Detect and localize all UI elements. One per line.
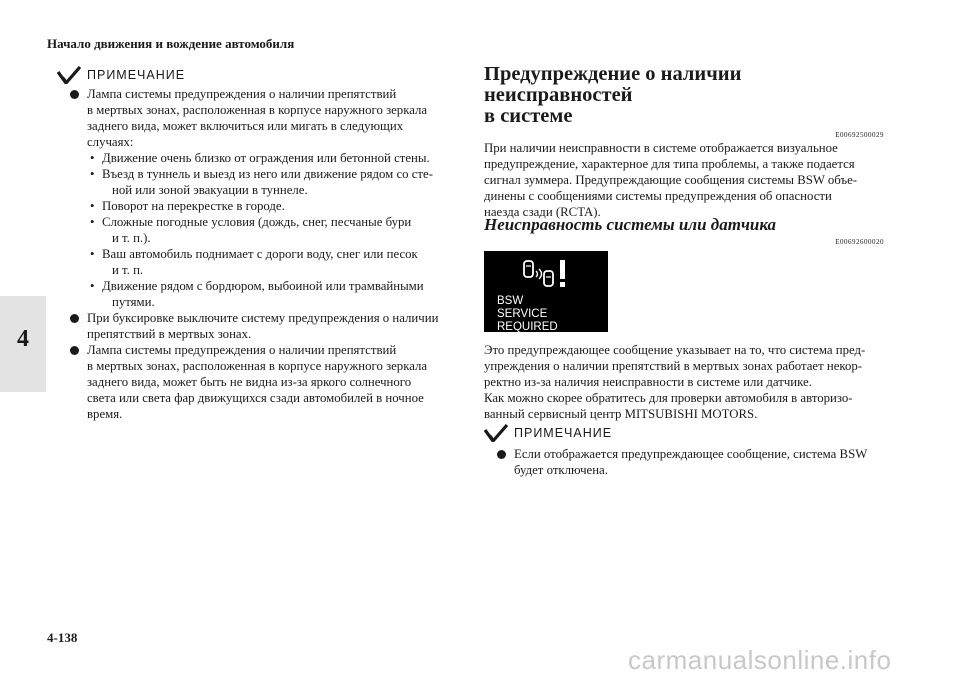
sub-item-line: Движение очень близко от ограждения или бетонной стены. xyxy=(102,151,430,165)
bsw-warning-icon xyxy=(522,259,570,294)
body-paragraph xyxy=(484,342,904,422)
note-header xyxy=(484,424,894,442)
bullet-dot xyxy=(70,346,79,355)
paragraph-line: При наличии неисправности в системе отображается визуальное xyxy=(484,141,838,155)
section-title xyxy=(484,64,884,127)
sub-item-line: путями. xyxy=(112,295,155,309)
section-title-line: в системе xyxy=(484,105,573,127)
bullet-text-line: света или света фар движущихся сзади автомобилей в ночное xyxy=(87,391,424,405)
paragraph-line: упреждения о наличии препятствий в мертвых зонах работает некор- xyxy=(484,359,863,373)
intro-paragraph xyxy=(484,140,884,220)
bullet-text-line: будет отключена. xyxy=(514,463,608,477)
bullet-text-line: Лампа системы предупреждения о наличии препятствий xyxy=(87,87,397,101)
bullet-text-line: в мертвых зонах, расположенная в корпусе наружного зеркала xyxy=(87,359,428,373)
sub-item-line: Сложные погодные условия (дождь, снег, песчаные бури xyxy=(102,215,412,229)
paragraph-line: Как можно скорее обратитесь для проверки автомобиля в авторизо- xyxy=(484,391,853,405)
bullet-text-line: Если отображается предупреждающее сообщение, система BSW xyxy=(514,447,868,461)
sub-item-line: ной или зоной эвакуации в туннеле. xyxy=(112,183,308,197)
note-icon xyxy=(484,424,508,442)
note-header xyxy=(57,66,462,84)
note-bullet-1 xyxy=(57,86,462,150)
note-bullet-2 xyxy=(57,310,462,342)
bullet-text-line: препятствий в мертвых зонах. xyxy=(87,327,252,341)
sub-item-line: Въезд в туннель и выезд из него или движение рядом со сте- xyxy=(102,167,433,181)
sub-item: • Въезд в туннель и выезд из него или движение рядом со сте- ной или зоной эвакуации в туннеле. xyxy=(57,166,462,198)
paragraph-line: ректно из-за наличия неисправности в системе или датчике. xyxy=(484,375,812,389)
subsection-code: E00692600020 xyxy=(835,238,884,246)
section-header: Начало движения и вождение автомобиля xyxy=(47,36,295,51)
bullet-text-line: время. xyxy=(87,407,123,421)
note-bullet xyxy=(484,446,894,478)
display-line-2: SERVICE REQUIRED xyxy=(497,308,558,333)
sub-item: • Движение очень близко от ограждения или бетонной стены. xyxy=(57,150,462,166)
sub-item: • Ваш автомобиль поднимает с дороги воду, снег или песок и т. п. xyxy=(57,246,462,278)
sub-item: • Поворот на перекрестке в городе. xyxy=(57,198,462,214)
section-code: E00692500029 xyxy=(835,131,884,139)
note-bullet-3 xyxy=(57,342,462,422)
watermark: carmanualsonline.info xyxy=(628,645,892,675)
paragraph-line: наезда сзади (RCTA). xyxy=(484,205,601,219)
sub-item-line: Поворот на перекрестке в городе. xyxy=(102,199,285,213)
paragraph-line: сигнал зуммера. Предупреждающие сообщения системы BSW объе- xyxy=(484,173,858,187)
sub-item-line: и т. п.). xyxy=(112,231,151,245)
note-label: ПРИМЕЧАНИЕ xyxy=(514,426,613,440)
bullet-dot xyxy=(497,450,506,459)
sub-item: • Сложные погодные условия (дождь, снег, песчаные бури и т. п.). xyxy=(57,214,462,246)
sub-item: • Движение рядом с бордюром, выбоиной или трамвайными путями. xyxy=(57,278,462,310)
bullet-text-line: заднего вида, может быть не видна из-за яркого солнечного xyxy=(87,375,412,389)
right-note xyxy=(484,424,894,478)
display-line-1: BSW xyxy=(497,295,524,307)
paragraph-line: динены с сообщениями системы предупреждения об опасности xyxy=(484,189,832,203)
sub-item-line: Ваш автомобиль поднимает с дороги воду, снег или песок xyxy=(102,247,418,261)
paragraph-line: Это предупреждающее сообщение указывает на то, что система пред- xyxy=(484,343,866,357)
section-title-line: Предупреждение о наличии неисправностей xyxy=(484,63,742,106)
bullet-dot xyxy=(70,314,79,323)
note-label: ПРИМЕЧАНИЕ xyxy=(87,68,186,82)
bullet-text-line: заднего вида, может включиться или мигать в следующих xyxy=(87,119,404,133)
note-icon xyxy=(57,66,81,84)
bullet-text-line: случаях: xyxy=(87,135,134,149)
paragraph-line: предупреждение, характерное для типа проблемы, а также подается xyxy=(484,157,855,171)
bullet-text-line: При буксировке выключите систему предупреждения о наличии xyxy=(87,311,439,325)
chapter-number: 4 xyxy=(17,326,29,352)
bullet-text-line: в мертвых зонах, расположенная в корпусе наружного зеркала xyxy=(87,103,428,117)
subsection-title: Неисправность системы или датчика xyxy=(484,215,777,234)
left-note xyxy=(57,66,462,422)
sub-item-line: Движение рядом с бордюром, выбоиной или трамвайными xyxy=(102,279,424,293)
bullet-text-line: Лампа системы предупреждения о наличии препятствий xyxy=(87,343,397,357)
sub-item-line: и т. п. xyxy=(112,263,144,277)
paragraph-line: ванный сервисный центр MITSUBISHI MOTORS. xyxy=(484,407,758,421)
instrument-display xyxy=(484,251,608,332)
bullet-dot xyxy=(70,90,79,99)
section-malfunction-warning xyxy=(484,64,884,220)
page-number: 4-138 xyxy=(47,630,78,645)
